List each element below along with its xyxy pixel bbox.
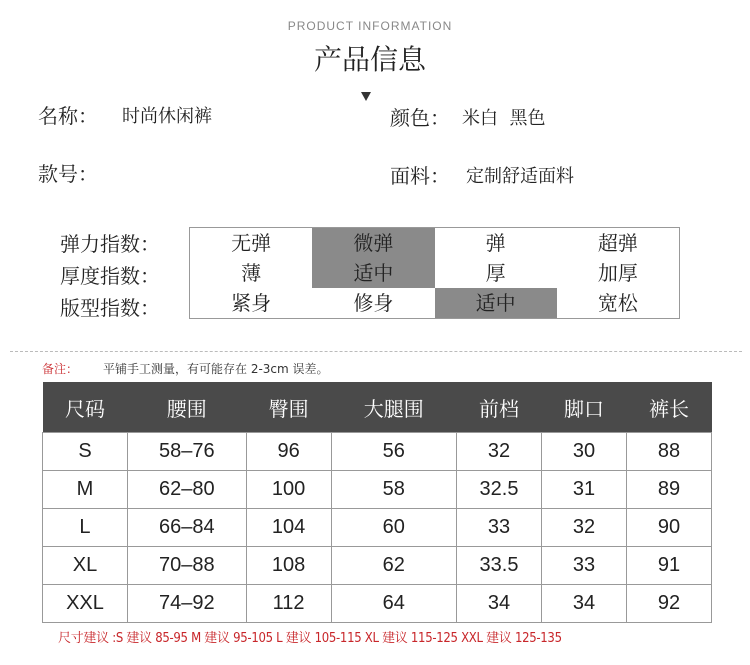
table-cell: 58: [331, 471, 456, 509]
thickness-option: 薄: [241, 261, 262, 285]
table-cell: 104: [246, 509, 331, 547]
thickness-index-label: 厚度指数：: [60, 264, 160, 288]
table-row: [43, 547, 712, 585]
table-cell: 33: [542, 547, 627, 585]
fit-option: 修身: [353, 291, 394, 315]
table-cell: 58–76: [127, 433, 246, 471]
size-suggestion: 尺寸建议 :S 建议 85-95 M 建议 95-105 L 建议 105-115 XL 建议 115-125 XXL 建议 125-135: [58, 631, 562, 646]
name-value: 时尚休闲裤: [122, 106, 212, 127]
elasticity-option: 无弹: [231, 231, 272, 255]
header-size: 尺码: [43, 382, 128, 433]
fabric-label: 面料：: [390, 164, 450, 188]
table-cell: 34: [542, 585, 627, 623]
fit-option: 紧身: [231, 291, 272, 315]
table-cell: 31: [542, 471, 627, 509]
color-value: 米白 黑色: [462, 108, 546, 129]
table-cell: 92: [627, 585, 712, 623]
table-cell: 108: [246, 547, 331, 585]
table-cell: 96: [246, 433, 331, 471]
dashed-divider: [10, 351, 742, 352]
table-cell: 91: [627, 547, 712, 585]
product-info-subtitle: PRODUCT INFORMATION: [287, 19, 453, 33]
table-cell: 66–84: [127, 509, 246, 547]
elasticity-row: [190, 228, 679, 258]
table-cell: 34: [457, 585, 542, 623]
table-cell: 32.5: [457, 471, 542, 509]
table-row: [43, 509, 712, 547]
elasticity-option: 超弹: [597, 231, 638, 255]
header-thigh: 大腿围: [331, 382, 456, 433]
thickness-option: 厚: [485, 261, 506, 285]
table-cell: S: [43, 433, 128, 471]
table-cell: 32: [457, 433, 542, 471]
elasticity-option: 弹: [485, 231, 506, 255]
color-label: 颜色：: [390, 106, 450, 130]
table-cell: 74–92: [127, 585, 246, 623]
table-cell: 62–80: [127, 471, 246, 509]
triangle-marker-icon: [361, 92, 371, 101]
table-row: [43, 433, 712, 471]
fit-option-selected: 适中: [435, 288, 557, 318]
table-cell: 70–88: [127, 547, 246, 585]
style-number-label: 款号：: [38, 162, 98, 186]
table-row: [43, 585, 712, 623]
table-header-row: [43, 382, 712, 433]
table-cell: 62: [331, 547, 456, 585]
table-cell: 100: [246, 471, 331, 509]
table-cell: L: [43, 509, 128, 547]
fabric-value: 定制舒适面料: [466, 166, 574, 187]
elasticity-index-label: 弹力指数：: [60, 232, 160, 256]
fit-row: [190, 288, 679, 318]
table-cell: 33.5: [457, 547, 542, 585]
table-cell: M: [43, 471, 128, 509]
table-cell: 30: [542, 433, 627, 471]
table-cell: XL: [43, 547, 128, 585]
table-cell: 32: [542, 509, 627, 547]
table-cell: 33: [457, 509, 542, 547]
table-row: [43, 471, 712, 509]
table-cell: 112: [246, 585, 331, 623]
header-front-rise: 前档: [457, 382, 542, 433]
fit-option: 宽松: [597, 291, 638, 315]
table-cell: 60: [331, 509, 456, 547]
table-cell: 90: [627, 509, 712, 547]
name-label: 名称：: [38, 104, 98, 128]
thickness-row: [190, 258, 679, 288]
fit-index-label: 版型指数：: [60, 296, 160, 320]
thickness-option: 加厚: [597, 261, 638, 285]
table-cell: 56: [331, 433, 456, 471]
table-cell: 64: [331, 585, 456, 623]
header-length: 裤长: [627, 382, 712, 433]
table-cell: XXL: [43, 585, 128, 623]
thickness-option-selected: 适中: [312, 258, 434, 288]
size-table: [42, 382, 712, 623]
header-hip: 臀围: [246, 382, 331, 433]
note-label: 备注：: [42, 362, 79, 376]
table-cell: 89: [627, 471, 712, 509]
index-grid: [189, 227, 680, 319]
header-leg-opening: 脚口: [542, 382, 627, 433]
table-cell: 88: [627, 433, 712, 471]
note-text: 平铺手工测量，有可能存在 2-3cm 误差。: [103, 362, 329, 376]
elasticity-option-selected: 微弹: [312, 228, 434, 258]
header-waist: 腰围: [127, 382, 246, 433]
page-title: 产品信息: [313, 43, 426, 76]
